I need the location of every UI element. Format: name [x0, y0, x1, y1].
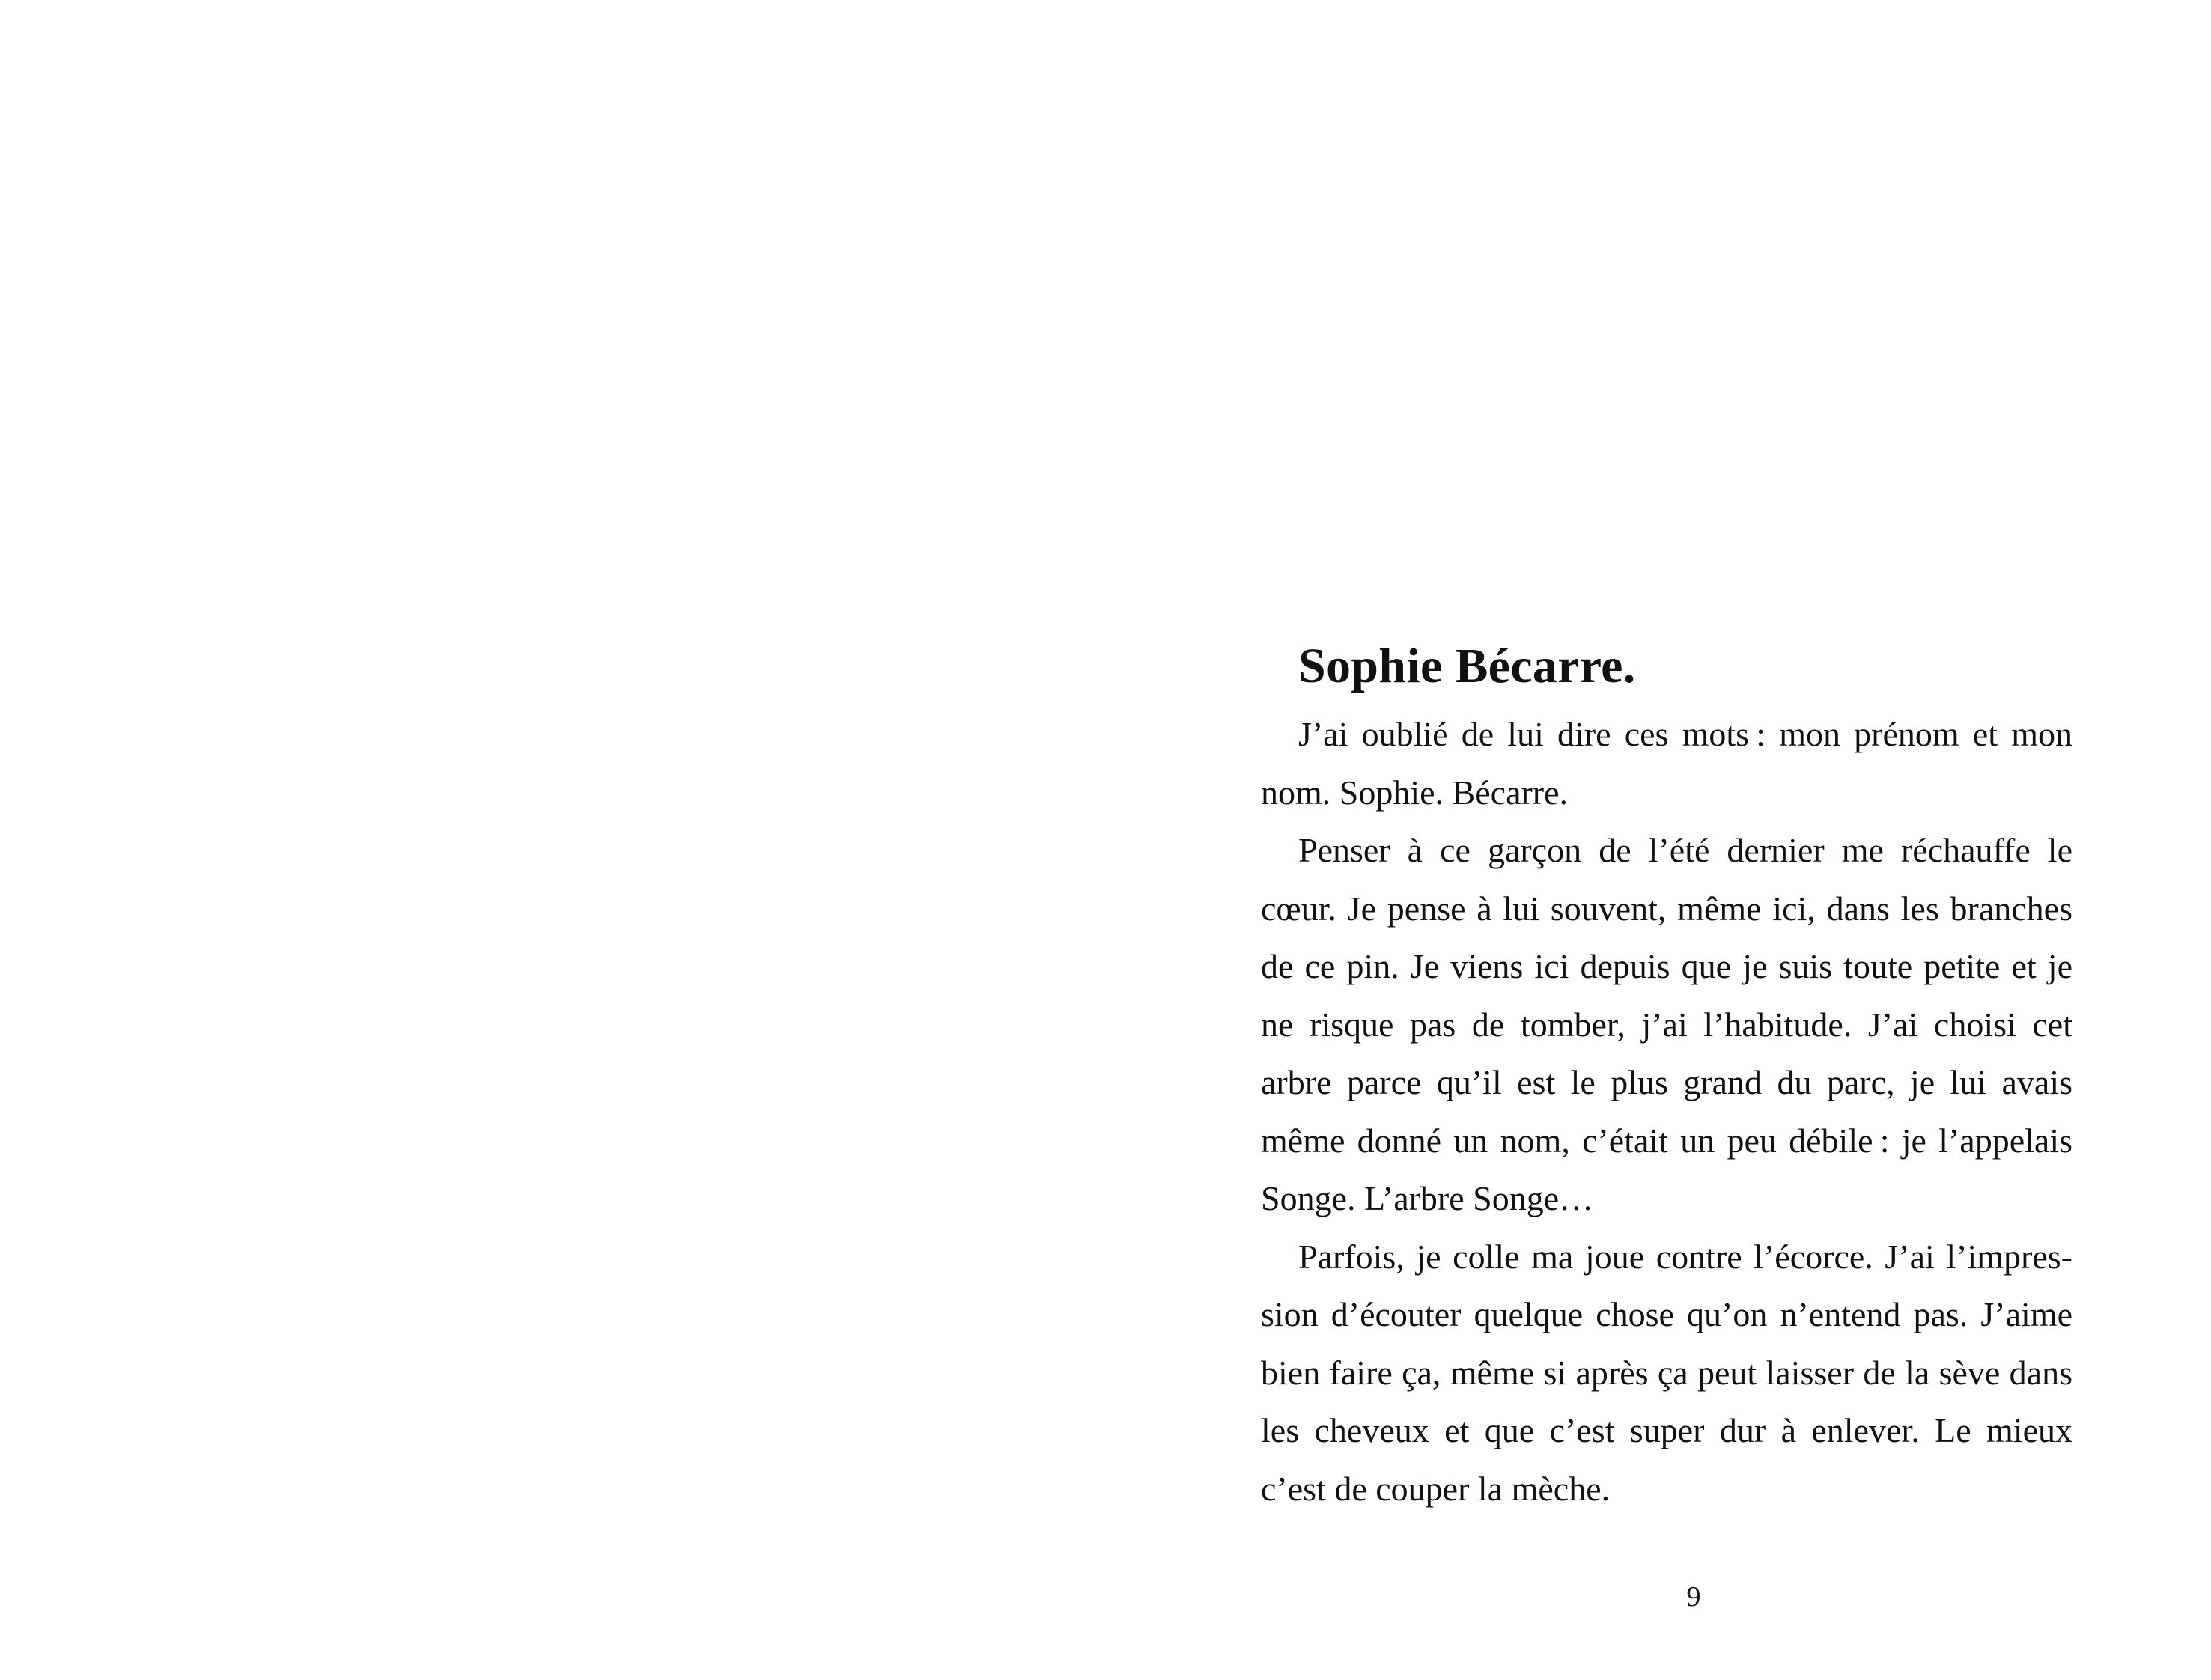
page-number: 9 — [1686, 1581, 1701, 1613]
chapter-heading: Sophie Bécarre. — [1298, 639, 1636, 693]
paragraph-3: Parfois, je colle ma joue contre l’écorce. J’ai l’impression d’écouter quelque chose qu’on n’entend pas. J’aime bien faire ça, même si après ça peut laisser de la sève dans les cheveux et que c’est super dur à enlever. Le mieux c’est de couper la mèche. — [1261, 1237, 2072, 1508]
paragraph-1: J’ai oublié de lui dire ces mots : mon prénom et mon nom. Sophie. Bécarre. — [1261, 715, 2072, 812]
page-number-area — [1243, 0, 2144, 1680]
paragraph-2: Penser à ce garçon de l’été dernier me réchauffe le cœur. Je pense à lui souvent, même ici, dans les branches de ce pin. Je viens ici depuis que je suis toute petite et je ne risque pas de tomber, j’ai l’habitude. J’ai choisi cet arbre parce qu’il est le plus grand du parc, je lui avais même donné un nom, c’était un peu débile : je l’appelais Songe. L’arbre Songe… — [1261, 831, 2072, 1217]
left-page-blank — [0, 0, 1105, 1680]
